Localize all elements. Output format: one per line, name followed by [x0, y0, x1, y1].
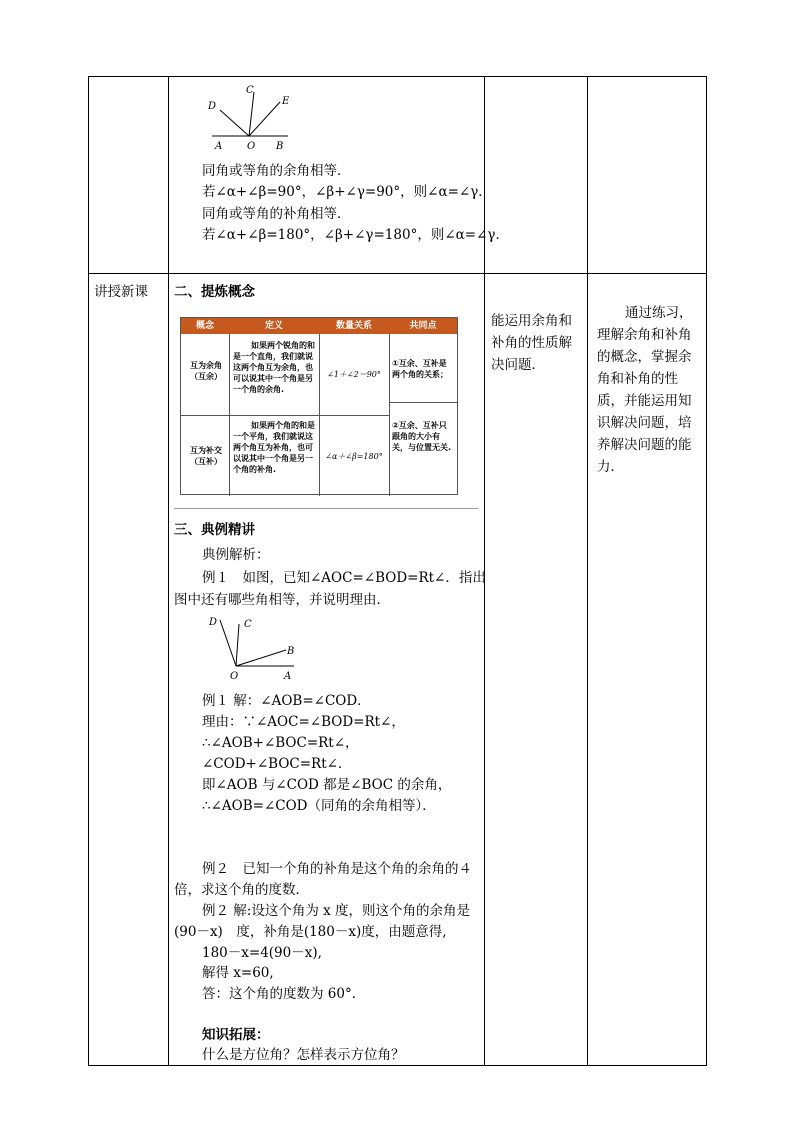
solution2-answer: 答：这个角的度数为 60°． [202, 986, 366, 1002]
solution2-line-2: (90－x) 度，补角是(180－x)度，由题意得, [174, 924, 447, 940]
property-line-1: 同角或等角的余角相等． [202, 163, 351, 179]
example2-line-2: 倍，求这个角的度数． [174, 882, 309, 898]
solution1-line-1: 例１ 解：∠AOB=∠COD． [202, 693, 371, 709]
section-label: 讲授新课 [94, 284, 148, 300]
solution1-line-6: ∴∠AOB=∠COD（同角的余角相等）． [202, 798, 436, 814]
property-line-3: 同角或等角的补角相等． [202, 206, 351, 222]
fig2-label-d: D [209, 617, 218, 628]
example2-line-1: 例２ 已知一个角的补角是这个角的余角的４ [202, 861, 472, 877]
table-top-border [88, 76, 707, 77]
fig1-label-b: B [276, 141, 284, 152]
fig1-label-d: D [208, 101, 217, 112]
table-bottom-border [88, 1065, 707, 1066]
col-border-2 [168, 76, 169, 1066]
solution1-line-5: 即∠AOB 与∠COD 都是∠BOC 的余角， [202, 777, 452, 793]
common-cell-1: ①互余、互补是两个角的关系； [392, 359, 448, 379]
teaching-goal-cell: 能运用余角和补角的性质解决问题． [491, 313, 572, 373]
solution1-line-3: ∴∠AOB+∠BOC=Rt∠， [202, 735, 359, 751]
definition-header-cell: 定义 [229, 318, 319, 334]
fig1-label-e: E [282, 96, 290, 107]
solution2-line-1: 例２ 解:设这个角为 x 度，则这个角的余角是 [202, 903, 471, 919]
concept-table [180, 317, 458, 495]
property-line-2: 若∠α+∠β=90°，∠β+∠γ=90°，则∠α=∠γ． [202, 184, 492, 200]
solution1-line-4: ∠COD+∠BOC=Rt∠． [202, 756, 352, 772]
property-line-4: 若∠α+∠β=180°，∠β+∠γ=180°，则∠α=∠γ． [202, 227, 509, 243]
fig1-label-o: O [247, 141, 256, 152]
section3-heading: 三、典例精讲 [174, 522, 255, 538]
fig1-label-a: A [215, 141, 223, 152]
relation-cell-supplementary: ∠α＋∠β=180° [325, 452, 383, 461]
concept-cell-supplementary: 互为补交（互补） [190, 446, 222, 466]
row-line [389, 402, 457, 403]
col-border-4 [587, 76, 588, 1066]
concept-cell-complementary: 互为余角（互余） [190, 361, 222, 381]
solution1-line-2: 理由：∵∠AOC=∠BOD=Rt∠， [202, 714, 405, 730]
definition-cell-complementary: 如果两个锐角的和是一个直角，我们就说这两个角互为余角，也可以说其中一个角是另一个角的余角. [233, 341, 315, 394]
fig1-label-c: C [246, 85, 254, 96]
example1-line-1: 例１ 如图，已知∠AOC=∠BOD=Rt∠．指出 [202, 570, 486, 586]
fig2-label-a: A [284, 671, 292, 682]
solution2-line-4: 解得 x=60, [202, 965, 274, 981]
fig2-label-c: C [244, 619, 252, 630]
definition-cell-supplementary: 如果两个角的和是一个平角，我们就说这两个角互为补角，也可以说其中一个角是另一个角的补角. [233, 421, 315, 474]
example1-line-2: 图中还有哪些角相等，并说明理由． [174, 592, 390, 608]
relation-cell-complementary: ∠1＋∠2＝90° [327, 370, 381, 379]
solution2-line-3: 180－x=4(90－x), [202, 945, 322, 961]
col-border-1 [88, 76, 89, 1066]
fig2-label-b: B [287, 646, 295, 657]
common-cell-2: ②互余、互补只跟角的大小有关，与位置无关. [392, 421, 452, 452]
section-divider [174, 508, 478, 509]
extension-heading: 知识拓展： [202, 1027, 270, 1043]
design-intent-cell: 通过练习，理解余角和补角的概念，掌握余角和补角的性质，并能运用知识解决问题，培养解决问题的能力． [597, 305, 693, 475]
section2-heading: 二、提炼概念 [174, 284, 255, 300]
fig2-label-o: O [230, 671, 239, 682]
row-divider [88, 273, 707, 274]
relation-header-cell: 数量关系 [319, 318, 389, 334]
example-intro: 典例解析： [202, 547, 270, 563]
extension-question: 什么是方位角？怎样表示方位角？ [202, 1047, 405, 1063]
col-border-5 [706, 76, 707, 1066]
concept-header-cell: 概念 [181, 318, 229, 334]
row-line [181, 415, 389, 416]
col-line [389, 334, 390, 496]
common-header-cell: 共同点 [389, 318, 457, 334]
